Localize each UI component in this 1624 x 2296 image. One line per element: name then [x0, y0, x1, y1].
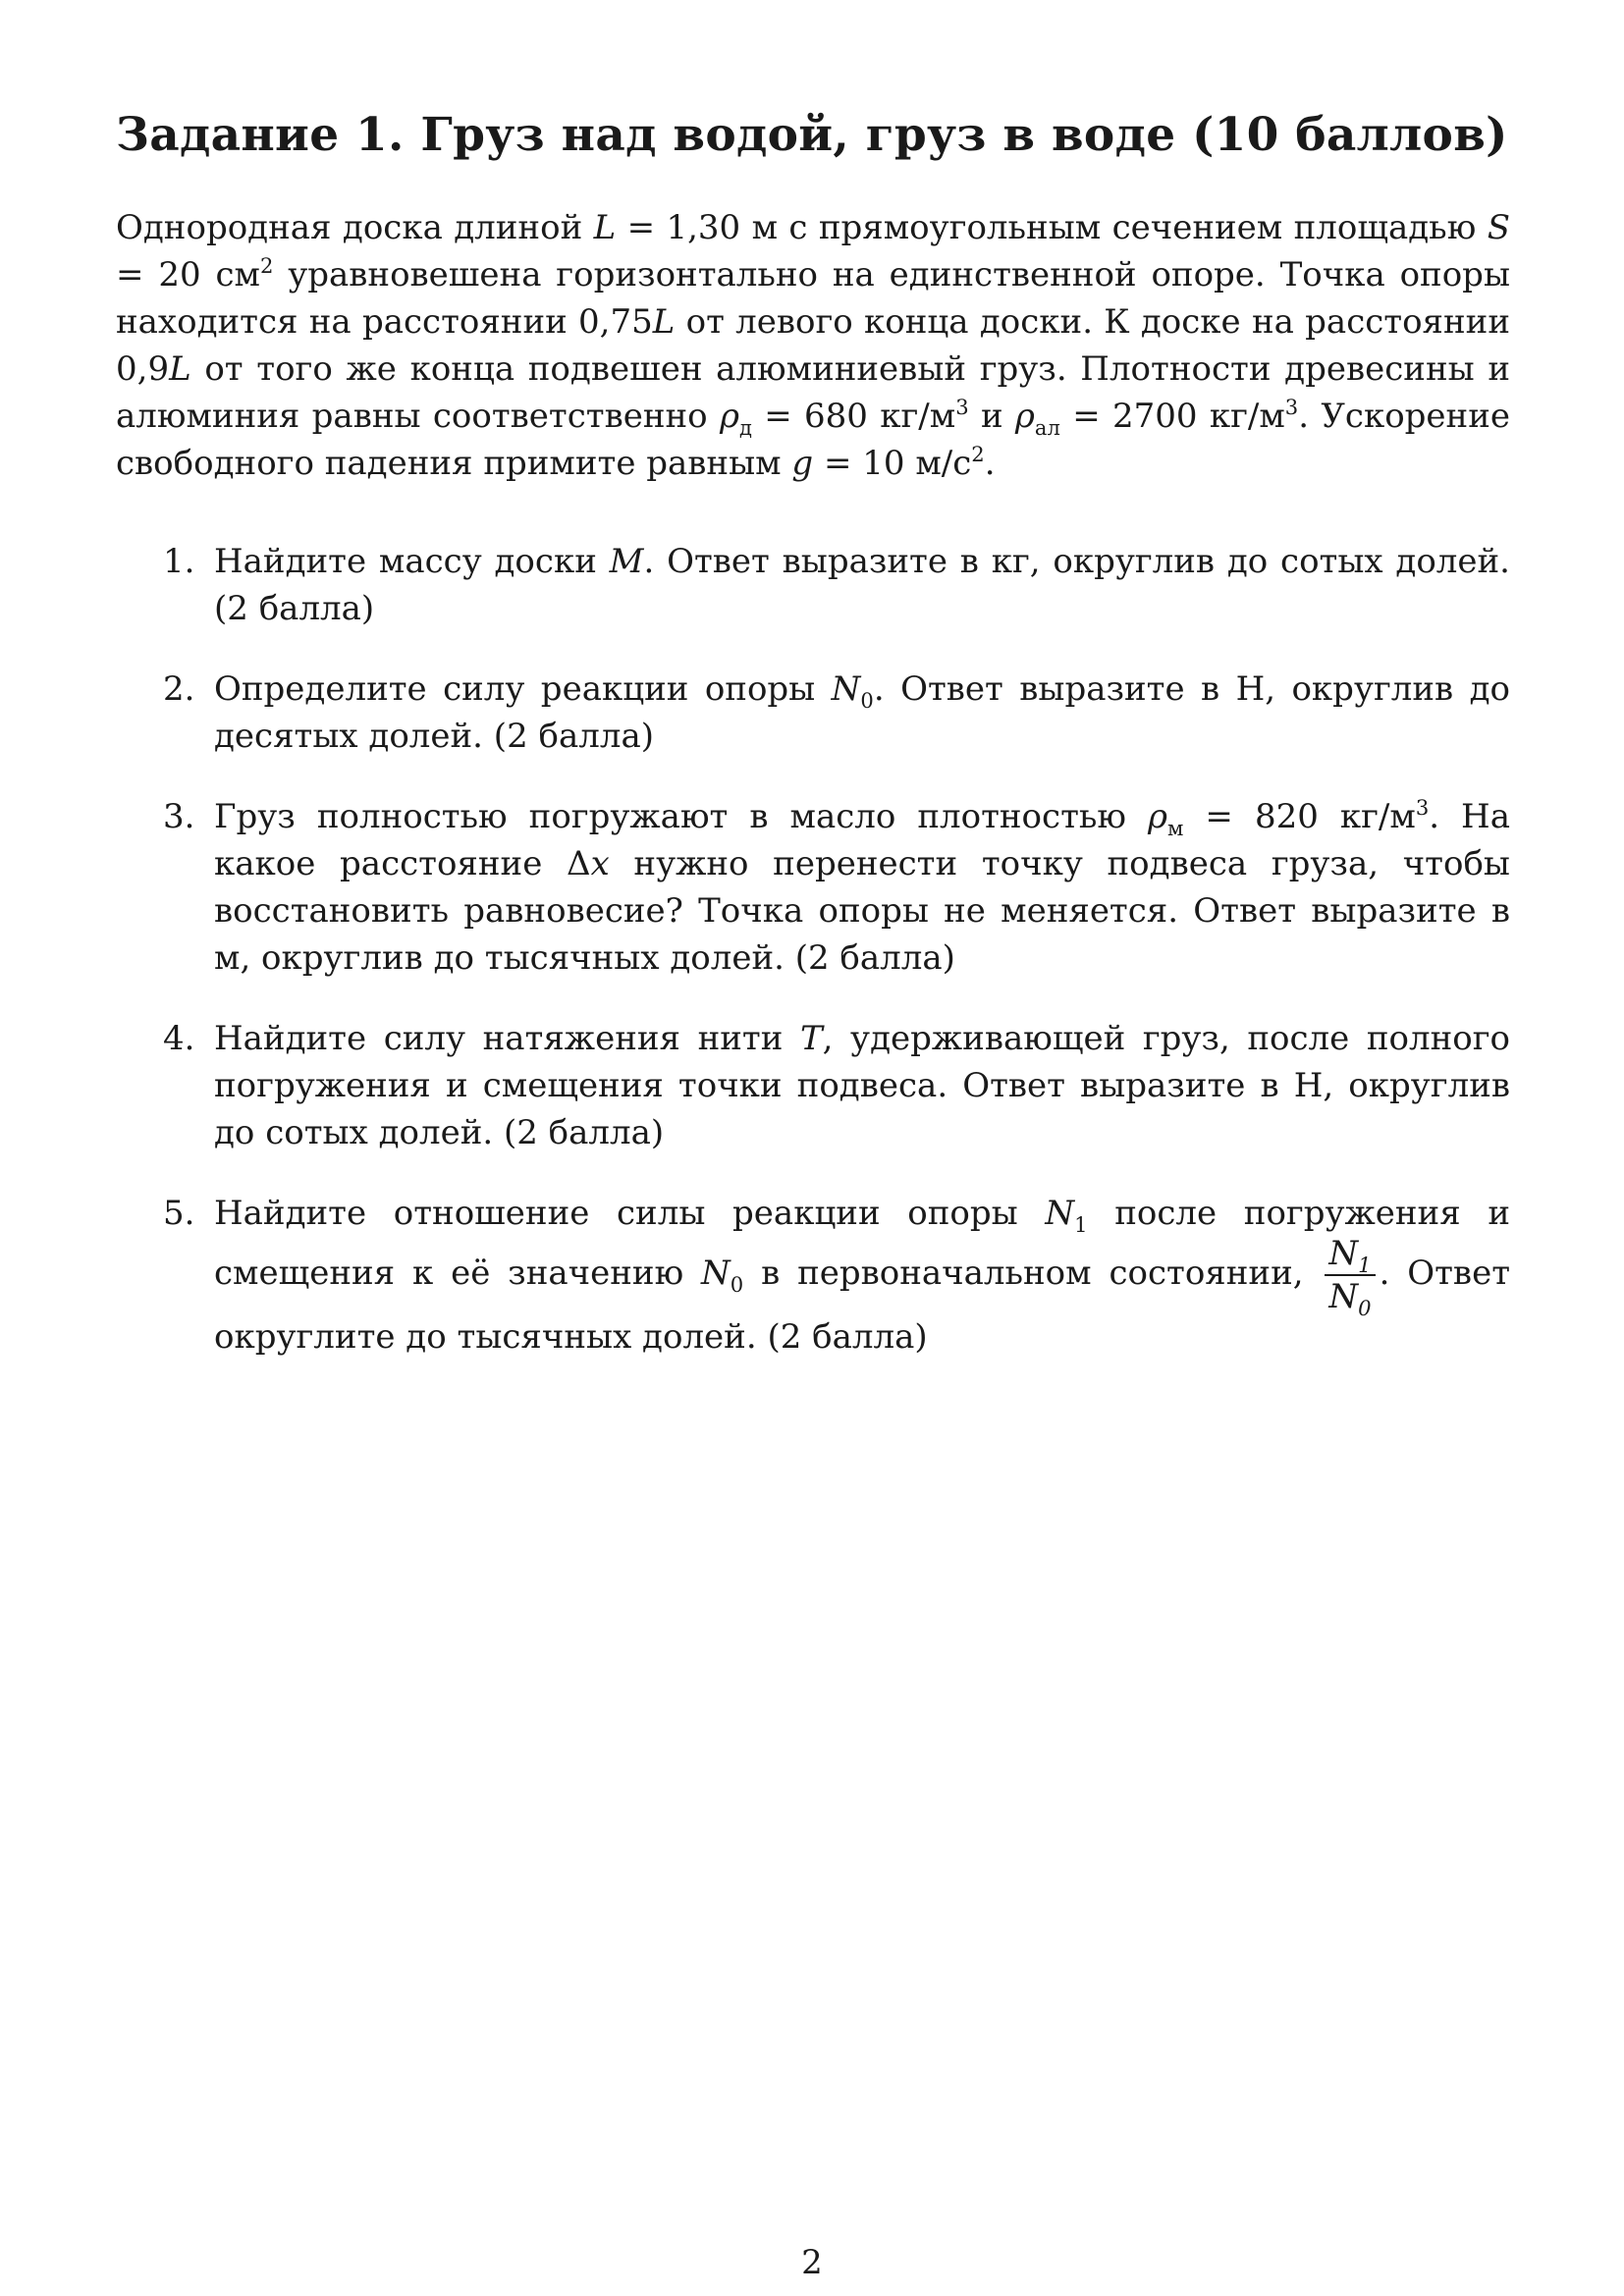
question-item: 2. Определите силу реакции опоры $N_0$. Ответ выразите в Н, округлив до десятых долей. (2 балла): [116, 666, 1510, 760]
question-item: 3. Груз полностью погружают в масло плотностью $\rho_м = 820$ $кг/м^3$. На какое расстояние Δx нужно перенести точку подвеса груза, чтобы восстановить равновесие? Точка опоры не меняется. Ответ выразите в м, округлив до тысячных долей. (2 балла): [163, 795, 1510, 979]
question-item: 1. Найдите массу доски M. Ответ выразите в кг, округлив до сотых долей. (2 балла): [116, 538, 1510, 632]
question-number: 3.: [163, 797, 195, 837]
question-number: 1.: [163, 542, 195, 582]
ratio-fraction: $\frac{N_1}{N_0}$: [1325, 1237, 1375, 1313]
question-list: [116, 538, 1510, 1361]
task-title: Задание 1. Груз над водой, груз в воде (10 баллов): [116, 108, 1508, 162]
page-number: 2: [801, 2243, 823, 2282]
question-number: 5.: [163, 1194, 195, 1234]
document-page: [116, 108, 1510, 1394]
question-item: 4. Найдите силу натяжения нити T, удерживающей груз, после полного погружения и смещения точки подвеса. Ответ выразите в Н, округлив до сотых долей. (2 балла): [116, 1015, 1510, 1156]
question-number: 2.: [163, 669, 195, 710]
problem-statement: Однородная доска длиной L = 1,30 м с прямоугольным сечением площадью S = 20 $см^2$ уравновешена горизонтально на единственной опоре. Точка опоры находится на расстоянии 0,75L от левого конца доски. К доске на расстоянии 0,9L от того же конца подвешен алюминиевый груз. Плотности древесины и алюминия равны соответственно $\rho_д = 680$ $кг/м^3$ и $\rho_{ал} = 2700$ $кг/м^3$. Ускорение свободного падения примите равным g = 10 $м/с^2$.: [116, 208, 1511, 484]
question-item: 5. Найдите отношение силы реакции опоры $N_1$ после погружения и смещения к её значению $N_0$ в первоначальном состоянии, $\frac{N_1}{N_0}$ . Ответ округлите до тысячных долей. (2 балла): [116, 1190, 1510, 1361]
question-number: 4.: [163, 1019, 195, 1059]
